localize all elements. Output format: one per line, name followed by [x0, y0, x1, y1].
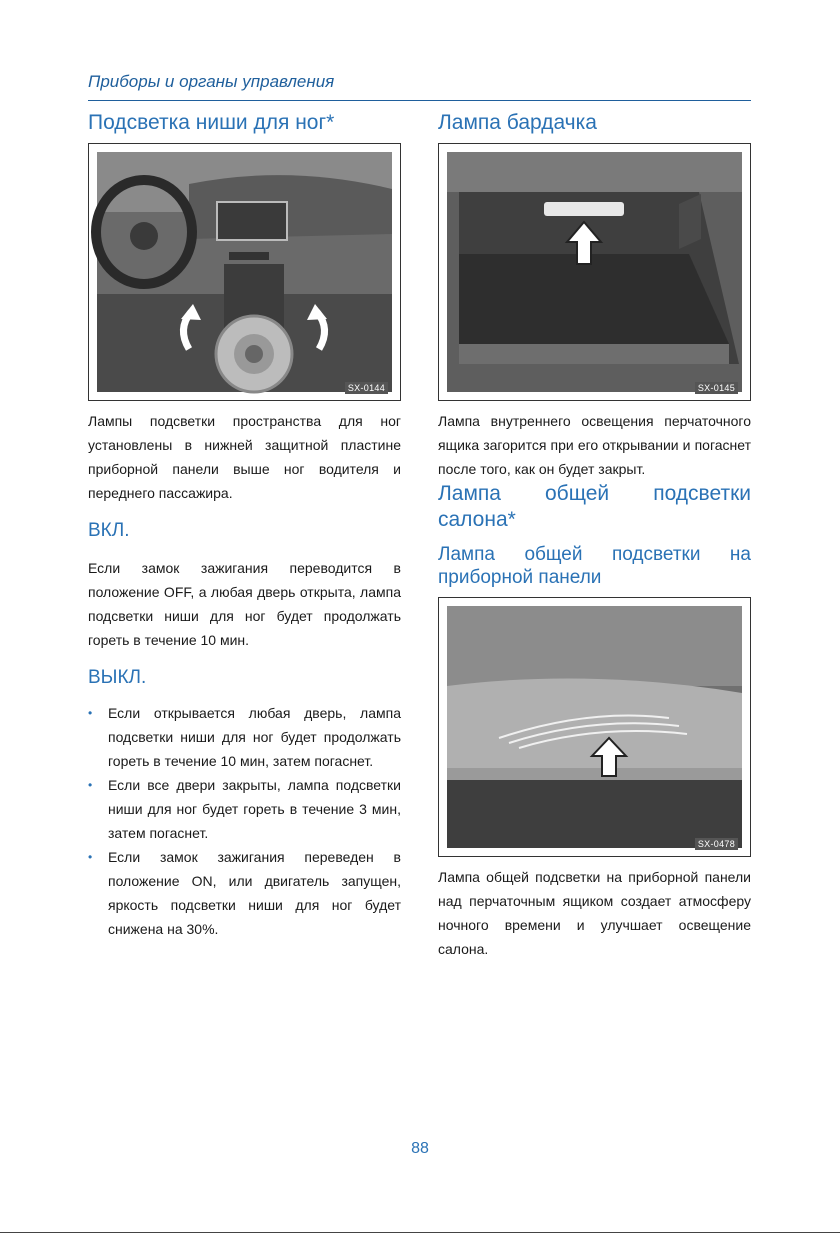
running-header: Приборы и органы управления [88, 72, 335, 91]
off-title: ВЫКЛ. [88, 667, 147, 688]
on-text: Если замок зажигания переводится в положение OFF, а любая дверь открыта, лампа подсветки ниши для ног будет продолжать гореть в течение 10 мин. [88, 560, 401, 648]
panel-light-illustration [439, 598, 750, 856]
bullet-icon: • [88, 706, 93, 720]
ambient-section-title-line2: салона* [438, 508, 516, 531]
on-title: ВКЛ. [88, 520, 130, 541]
glovebox-illustration [439, 144, 750, 400]
footwell-figure-code: SX-0144 [345, 382, 388, 394]
footwell-illustration [89, 144, 400, 400]
list-item: • Если замок зажигания переведен в положение ON, или двигатель запущен, яркость подсветки ниши для ног будет снижена на 30%. [88, 845, 401, 941]
glovebox-section-title: Лампа бардачка [438, 111, 597, 134]
bullet-icon: • [88, 850, 93, 864]
footwell-figure [88, 143, 401, 401]
ambient-section-title: Лампа общей подсветки [438, 482, 751, 505]
panel-subsection-title: Лампа общей подсветки на [438, 544, 751, 565]
footwell-intro: Лампы подсветки пространства для ног установлены в нижней защитной пластине приборной панели выше ног водителя и переднего пассажира. [88, 413, 401, 501]
list-item: • Если все двери закрыты, лампа подсветки ниши для ног будет гореть в течение 3 мин, затем погаснет. [88, 773, 401, 845]
list-item: • Если открывается любая дверь, лампа подсветки ниши для ног будет продолжать гореть в течение 10 мин, затем погаснет. [88, 701, 401, 773]
bullet-icon: • [88, 778, 93, 792]
header-rule [88, 100, 751, 101]
right-column [438, 110, 751, 961]
off-list [88, 701, 401, 941]
panel-light-figure-code: SX-0478 [695, 838, 738, 850]
panel-light-figure [438, 597, 751, 857]
glovebox-figure [438, 143, 751, 401]
page-number: 88 [411, 1140, 429, 1157]
panel-subsection-title-line2: приборной панели [438, 567, 602, 588]
panel-light-text: Лампа общей подсветки на приборной панели над перчаточным ящиком создает атмосферу ночного времени и улучшает освещение салона. [438, 869, 751, 957]
glovebox-figure-code: SX-0145 [695, 382, 738, 394]
footwell-section-title: Подсветка ниши для ног* [88, 111, 335, 134]
glovebox-text: Лампа внутреннего освещения перчаточного ящика загорится при его открывании и погаснет после того, как он будет закрыт. [438, 413, 751, 477]
bottom-rule [0, 1232, 840, 1233]
left-column [88, 110, 401, 941]
